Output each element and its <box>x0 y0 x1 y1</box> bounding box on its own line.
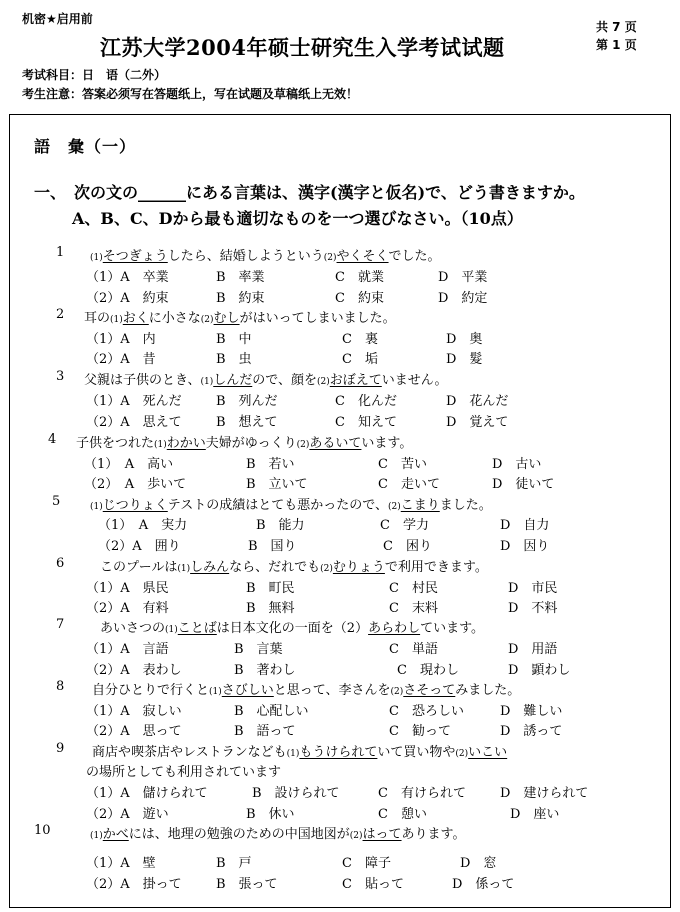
option: C 勧って <box>389 724 451 739</box>
option: D 約定 <box>438 291 488 306</box>
item-sentence: 商店や喫茶店やレストランなども(1)もうけられていて買い物や(2)いこい <box>92 745 508 760</box>
option: C 裏 <box>342 332 378 347</box>
option: D 市民 <box>508 581 558 596</box>
option: D 座い <box>510 807 560 822</box>
question-instruction-line1: 一、 次の文の______にある言葉は、漢字(漢字と仮名)で、どう書きますか。 <box>34 183 585 202</box>
option: C 障子 <box>342 856 391 871</box>
option: （2）A 約束 <box>86 291 169 306</box>
item-sentence-continued: の場所としても利用されています <box>86 765 282 780</box>
option: D 徒いて <box>492 477 555 492</box>
option: （1）A 寂しい <box>86 704 182 719</box>
option: （1）A 死んだ <box>86 394 182 409</box>
item-sentence: 父親は子供のとき、(1)しんだので、顔を(2)おぼえていません。 <box>84 373 448 388</box>
option: D 古い <box>492 457 542 472</box>
option: D 係って <box>452 877 515 892</box>
option: （2）A 遊い <box>86 807 169 822</box>
item-sentence: 子供をつれた(1)わかい夫婦がゆっくり(2)あるいています。 <box>76 436 413 451</box>
option: （1）A 卒業 <box>86 270 169 285</box>
section-title: 語 彙（一） <box>34 137 137 156</box>
option: C 苦い <box>378 457 427 472</box>
option: B 戸 <box>216 856 252 871</box>
item-number: 9 <box>56 741 65 756</box>
option: （1）A 儲けられて <box>86 786 208 801</box>
option: B 無料 <box>246 601 295 616</box>
option: B 能力 <box>256 518 305 533</box>
item-number: 1 <box>56 245 65 260</box>
option: B 虫 <box>216 352 252 367</box>
option: D 髮 <box>446 352 483 367</box>
option: C 憩い <box>378 807 427 822</box>
option: B 町民 <box>246 581 295 596</box>
question-instruction-line2: A、B、C、Dから最も適切なものを一つ選びなさい。（10点） <box>72 209 523 228</box>
option: B 張って <box>216 877 278 892</box>
option: D 誘って <box>500 724 563 739</box>
option: C 学力 <box>380 518 429 533</box>
option: B 約束 <box>216 291 265 306</box>
option: C 走いて <box>378 477 440 492</box>
option: C 就業 <box>335 270 384 285</box>
item-sentence: 自分ひとりで行くと(1)さびしいと思って、李さんを(2)さそってみました。 <box>92 683 521 698</box>
item-number: 10 <box>34 823 51 838</box>
option: C 貼って <box>342 877 404 892</box>
item-number: 6 <box>56 556 65 571</box>
option: （1）A 県民 <box>86 581 169 596</box>
option: D 用語 <box>508 642 558 657</box>
item-sentence: あいさつの(1)ことばは日本文化の一面を（2）あらわしています。 <box>100 621 485 636</box>
option: B 語って <box>234 724 296 739</box>
option: B 若い <box>246 457 295 472</box>
option: （1） A 実力 <box>98 518 188 533</box>
total-pages: 共 7 页 <box>596 20 637 34</box>
confidential-label: 机密★启用前 <box>22 12 93 26</box>
option: C 有けられて <box>378 786 466 801</box>
option: D 窓 <box>460 856 497 871</box>
exam-notice: 考生注意：答案必须写在答题纸上，写在试题及草稿纸上无效！ <box>22 87 359 101</box>
option: B 休い <box>246 807 295 822</box>
option: D 不料 <box>508 601 558 616</box>
option: B 言葉 <box>234 642 283 657</box>
item-number: 5 <box>52 494 61 509</box>
option: B 率業 <box>216 270 265 285</box>
option: （2）A 昔 <box>86 352 156 367</box>
option: D 顕わし <box>508 663 571 678</box>
option: D 奥 <box>446 332 483 347</box>
option: B 国り <box>248 539 297 554</box>
option: C 知えて <box>335 415 397 430</box>
item-sentence: (1)かべには、地理の勉強のための中国地図が(2)はってあります。 <box>90 827 466 842</box>
item-number: 7 <box>56 617 65 632</box>
option: B 著わし <box>234 663 296 678</box>
option: B 立いて <box>246 477 308 492</box>
option: D 因り <box>500 539 550 554</box>
option: （2）A 有料 <box>86 601 169 616</box>
option: （2）A 囲り <box>98 539 181 554</box>
option: D 難しい <box>500 704 563 719</box>
option: （2）A 掛って <box>86 877 182 892</box>
option: C 化んだ <box>335 394 397 409</box>
option: B 心配しい <box>234 704 309 719</box>
item-number: 4 <box>48 432 57 447</box>
option: （2）A 表わし <box>86 663 182 678</box>
page-title: 江苏大学2004年硕士研究生入学考试试题 <box>100 35 505 60</box>
option: （1） A 高い <box>84 457 174 472</box>
option: B 想えて <box>216 415 278 430</box>
option: C 垢 <box>342 352 378 367</box>
option: （2） A 歩いて <box>84 477 187 492</box>
page-number: 第 1 页 <box>596 38 637 52</box>
option: D 自力 <box>500 518 550 533</box>
exam-subject: 考试科目：日 语（二外） <box>22 68 167 82</box>
option: B 列んだ <box>216 394 278 409</box>
item-sentence: (1)そつぎょうしたら、結婚しようという(2)やくそくでした。 <box>90 249 441 264</box>
option: C 末料 <box>389 601 438 616</box>
option: D 建けられて <box>500 786 589 801</box>
option: C 単語 <box>389 642 438 657</box>
option: C 村民 <box>389 581 438 596</box>
option: （1）A 言語 <box>86 642 169 657</box>
option: B 中 <box>216 332 252 347</box>
item-number: 3 <box>56 369 65 384</box>
option: （2）A 思って <box>86 724 182 739</box>
option: （1）A 壁 <box>86 856 156 871</box>
option: C 恐ろしい <box>389 704 464 719</box>
option: C 困り <box>383 539 432 554</box>
option: C 約束 <box>335 291 384 306</box>
item-number: 2 <box>56 307 65 322</box>
option: B 設けられて <box>252 786 340 801</box>
option: D 覚えて <box>446 415 509 430</box>
option: D 平業 <box>438 270 488 285</box>
item-sentence: 耳の(1)おくに小さな(2)むしがはいってしまいました。 <box>84 311 396 326</box>
option: C 現わし <box>397 663 459 678</box>
item-sentence: (1)じつりょくテストの成績はとても悪かったので、(2)こまりました。 <box>90 498 492 513</box>
option: （2）A 思えて <box>86 415 182 430</box>
option: D 花んだ <box>446 394 509 409</box>
item-number: 8 <box>56 679 65 694</box>
item-sentence: このプールは(1)しみんなら、だれでも(2)むりょうで利用できます。 <box>100 560 488 575</box>
option: （1）A 内 <box>86 332 156 347</box>
